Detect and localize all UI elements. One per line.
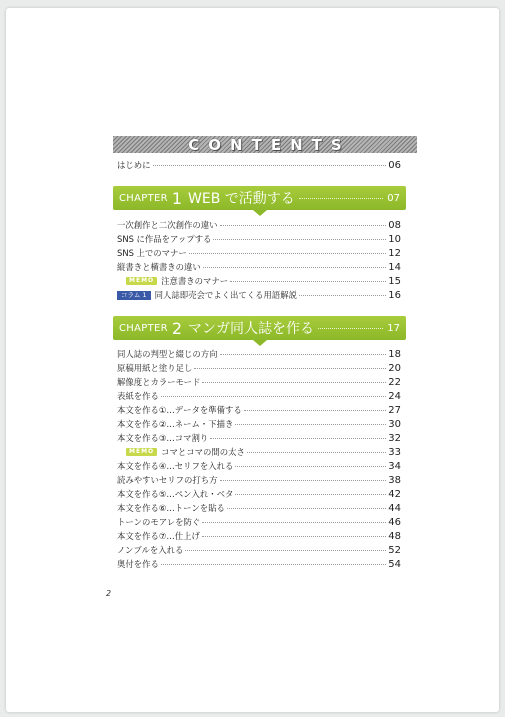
banner-notch (253, 340, 267, 346)
toc-row[interactable] (117, 502, 401, 514)
toc-title: 同人誌の判型と綴じの方向 (117, 349, 218, 359)
page-number: 2 (106, 589, 112, 598)
chapter-label: CHAPTER (119, 192, 168, 204)
toc-page: 38 (388, 474, 401, 486)
leader-dots (202, 521, 386, 523)
toc-title: 本文を作る②…ネーム・下描き (117, 419, 234, 429)
leader-dots (161, 563, 386, 565)
toc-title: 本文を作る③…コマ割り (117, 433, 209, 443)
toc-row[interactable] (117, 418, 401, 430)
toc-title: 本文を作る⑦…仕上げ (117, 531, 200, 541)
toc-title: 奥付を作る (117, 559, 159, 569)
chapter-title: マンガ同人誌を作る (188, 321, 315, 337)
leader-dots (299, 294, 386, 296)
toc-title: 同人誌即売会でよく出てくる用語解説 (154, 290, 298, 300)
toc-title: はじめに (117, 160, 151, 170)
chapter-title: WEB で活動する (188, 191, 295, 207)
leader-dots (220, 224, 387, 226)
leader-dots (235, 465, 386, 467)
toc-page: 12 (388, 247, 401, 259)
toc-page: 48 (388, 530, 401, 542)
toc-page: 10 (388, 233, 401, 245)
chapter-label: CHAPTER (119, 322, 168, 334)
toc-row[interactable] (117, 233, 401, 245)
leader-dots (230, 280, 386, 282)
toc-title: 読みやすいセリフの打ち方 (117, 475, 218, 485)
leader-dots (213, 238, 386, 240)
leader-dots (210, 437, 386, 439)
toc-row-memo[interactable] (117, 446, 401, 458)
toc-page: 06 (388, 159, 401, 171)
contents-heading: CONTENTS (188, 135, 351, 154)
column-tag: コラム 1 (117, 291, 151, 300)
toc-title: 本文を作る⑥…トーンを貼る (117, 503, 225, 513)
toc-row[interactable] (117, 376, 401, 388)
leader-dots (227, 507, 386, 509)
toc-title: SNS 上でのマナー (117, 248, 187, 258)
toc-page: 15 (388, 275, 401, 287)
toc-page: 34 (388, 460, 401, 472)
chapter-number: 1 (171, 188, 183, 208)
memo-tag: MEMO (126, 448, 157, 456)
toc-title: ノンブルを入れる (117, 545, 184, 555)
toc-title: 本文を作る⑤…ペン入れ・ベタ (117, 489, 234, 499)
toc-title: 原稿用紙と塗り足し (117, 363, 193, 373)
chapter-1-banner[interactable] (113, 186, 406, 210)
toc-row[interactable] (117, 348, 401, 360)
toc-page: 14 (388, 261, 401, 273)
toc-page: 22 (388, 376, 401, 388)
toc-title: コマとコマの間の太さ (161, 447, 245, 457)
toc-row[interactable] (117, 488, 401, 500)
memo-tag: MEMO (126, 277, 157, 285)
toc-row[interactable] (117, 261, 401, 273)
banner-notch (253, 210, 267, 216)
leader-dots (244, 409, 387, 411)
leader-dots (235, 493, 386, 495)
toc-page: 32 (388, 432, 401, 444)
toc-row[interactable] (117, 544, 401, 556)
toc-title: 注意書きのマナー (161, 276, 229, 286)
leader-dots (194, 367, 386, 369)
chapter-number: 2 (171, 318, 183, 338)
toc-row[interactable] (117, 558, 401, 570)
leader-dots (202, 535, 386, 537)
leader-dots (161, 395, 386, 397)
toc-title: トーンのモアレを防ぐ (117, 517, 201, 527)
toc-title: 表紙を作る (117, 391, 159, 401)
toc-row[interactable] (117, 390, 401, 402)
toc-row[interactable] (117, 516, 401, 528)
toc-row[interactable] (117, 362, 401, 374)
toc-row-memo[interactable] (117, 275, 401, 287)
leader-dots (318, 327, 383, 329)
toc-page: 08 (388, 219, 401, 231)
toc-page: 30 (388, 418, 401, 430)
leader-dots (203, 266, 387, 268)
leader-dots (189, 252, 386, 254)
toc-title: 解像度とカラーモード (117, 377, 201, 387)
toc-row-column[interactable] (117, 289, 401, 301)
toc-page: 44 (388, 502, 401, 514)
toc-row[interactable] (117, 432, 401, 444)
toc-page: 46 (388, 516, 401, 528)
toc-row[interactable] (117, 474, 401, 486)
leader-dots (220, 353, 387, 355)
toc-row[interactable] (117, 404, 401, 416)
leader-dots (247, 451, 386, 453)
leader-dots (220, 479, 387, 481)
leader-dots (202, 381, 386, 383)
toc-page: 20 (388, 362, 401, 374)
toc-page: 54 (388, 558, 401, 570)
contents-heading-bar (113, 136, 417, 153)
document-page (6, 8, 499, 712)
toc-row[interactable] (117, 247, 401, 259)
toc-title: 本文を作る①…データを準備する (117, 405, 242, 415)
toc-title: 本文を作る④…セリフを入れる (117, 461, 234, 471)
leader-dots (299, 197, 383, 199)
chapter-2-banner[interactable] (113, 316, 406, 340)
toc-title: SNS に作品をアップする (117, 234, 212, 244)
chapter-page: 07 (387, 192, 400, 204)
leader-dots (153, 164, 387, 166)
toc-title: 縦書きと横書きの違い (117, 262, 201, 272)
toc-page: 18 (388, 348, 401, 360)
toc-row[interactable] (117, 219, 401, 231)
toc-page: 24 (388, 390, 401, 402)
toc-title: 一次創作と二次創作の違い (117, 220, 218, 230)
toc-page: 52 (388, 544, 401, 556)
leader-dots (235, 423, 386, 425)
leader-dots (185, 549, 386, 551)
toc-page: 33 (388, 446, 401, 458)
toc-page: 16 (388, 289, 401, 301)
toc-row[interactable] (117, 460, 401, 472)
toc-row[interactable] (117, 530, 401, 542)
toc-row-intro[interactable] (117, 159, 401, 171)
toc-page: 27 (388, 404, 401, 416)
chapter-page: 17 (387, 322, 400, 334)
toc-page: 42 (388, 488, 401, 500)
